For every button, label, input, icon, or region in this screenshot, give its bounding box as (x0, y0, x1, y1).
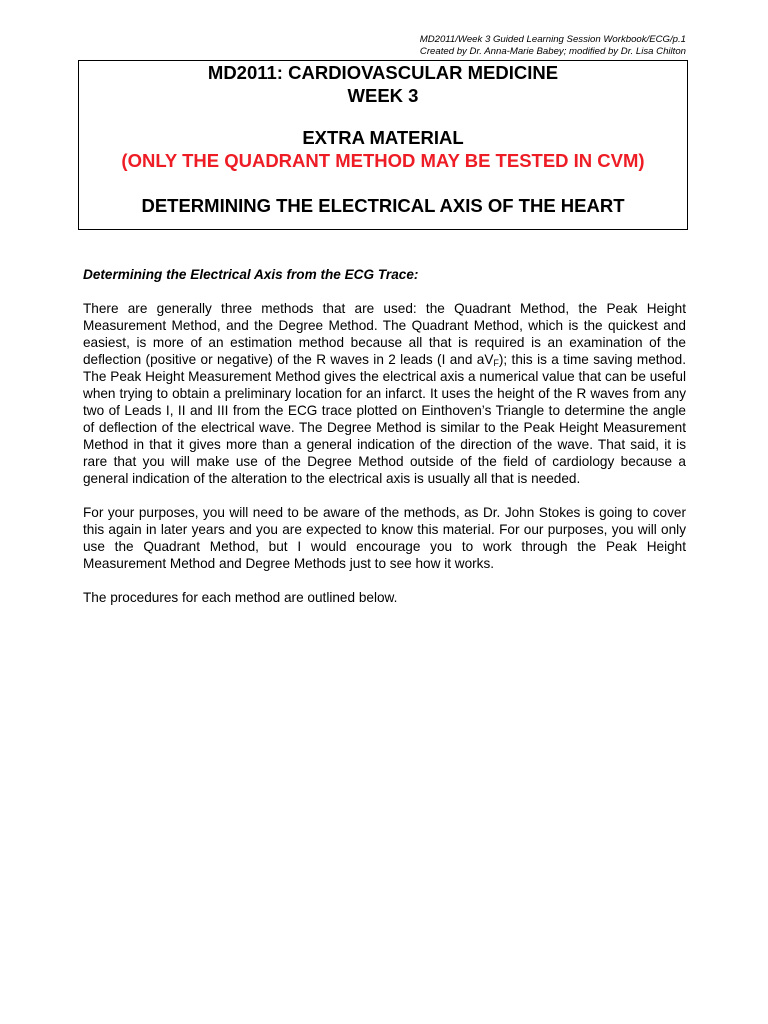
header-line-authors: Created by Dr. Anna-Marie Babey; modified by Dr. Lisa Chilton (419, 46, 686, 57)
topic-title: DETERMINING THE ELECTRICAL AXIS OF THE HEART (141, 195, 625, 216)
paragraph-methods-text-start: There are generally three methods that are used: the Quadrant Method, the Peak Height Measurement Method, and the Degree Method. The Quadrant Method, which is the quickest and easiest, is more of an estimation method because all that is required is an examination of the deflection (positive or negative) of the R waves in 2 leads (I and aV (83, 301, 686, 367)
paragraph-purposes: For your purposes, you will need to be aware of the methods, as Dr. John Stokes is going to cover this again in later years and you are expected to know this material. For our purposes, you will only use the Quadrant Method, but I would encourage you to work through the Peak Height Measurement Method and Degree Methods just to see how it works. (83, 505, 686, 571)
section-heading: Determining the Electrical Axis from the ECG Trace: (83, 267, 419, 282)
page-header-note (420, 34, 686, 58)
paragraph-procedures: The procedures for each method are outlined below. (83, 590, 398, 605)
header-line-workbook: MD2011/Week 3 Guided Learning Session Workbook/ECG/p.1 (419, 34, 686, 45)
extra-material-title: EXTRA MATERIAL (302, 127, 464, 148)
paragraph-methods (83, 300, 686, 487)
paragraph-methods-text-end: ); this is a time saving method. The Peak Height Measurement Method gives the electrical axis a numerical value that can be useful when trying to obtain a preliminary location for an infarct. It uses the height of the R waves from any two of Leads I, II and III from the ECG trace plotted on Einthoven’s Triangle to determine the angle of deflection of the electrical wave. The Degree Method is similar to the Peak Height Measurement Method in that it gives more than a general indication of the direction of the wave. That said, it is rare that you will make use of the Degree Method outside of the field of cardiology because a general indication of the alteration to the electrical axis is usually all that is needed. (83, 352, 687, 486)
subscript-f: F (493, 358, 499, 368)
document-body (83, 266, 686, 623)
warning-note: (ONLY THE QUADRANT METHOD MAY BE TESTED IN CVM) (121, 150, 645, 171)
course-title: MD2011: CARDIOVASCULAR MEDICINE (207, 62, 559, 83)
title-box (78, 60, 688, 230)
week-title: WEEK 3 (347, 85, 419, 106)
